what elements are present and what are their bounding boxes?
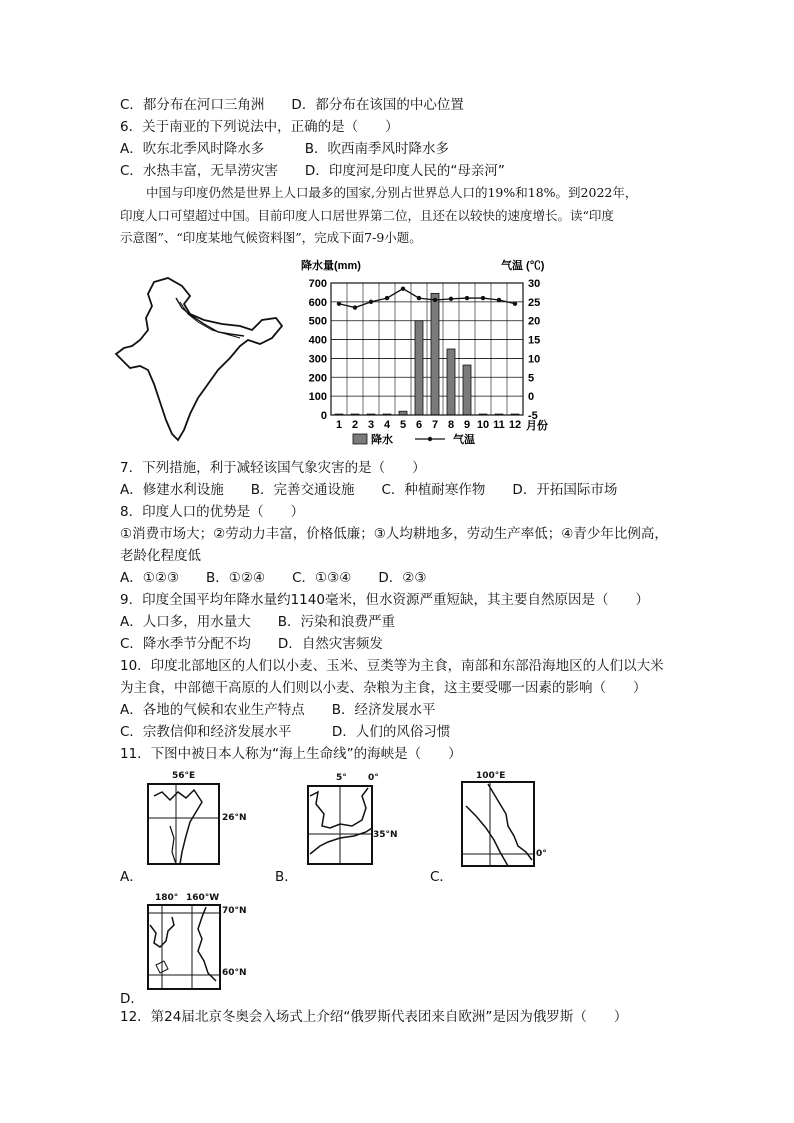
- temperature-point: [369, 300, 373, 304]
- y-tick-label: 0: [320, 410, 327, 422]
- question-7: 7．下列措施，利于减轻该国气象灾害的是（ ）: [120, 460, 426, 476]
- y2-tick-label: 30: [528, 278, 541, 290]
- x-tick-label: 7: [431, 419, 439, 431]
- strait-map-b: [306, 784, 374, 866]
- question-10-line-2: 为主食，中部德干高原的人们则以小麦、杂粮为主食，这主要受哪一因素的影响（ ）: [120, 680, 647, 696]
- temperature-point: [353, 305, 357, 309]
- question-8-statements-1: ①消费市场大；②劳动力丰富，价格低廉；③人均耕地多，劳动生产率低；④青少年比例高，: [120, 526, 668, 542]
- question-8-statements-2: 老龄化程度低: [120, 548, 201, 564]
- y-tick-label: 300: [308, 353, 327, 366]
- map-d-latitude-2: 60°N: [222, 968, 247, 978]
- x-tick-label: 6: [415, 419, 423, 431]
- map-d-alaska-coast: [198, 907, 216, 981]
- question-6: 6．关于南亚的下列说法中，正确的是（ ）: [120, 119, 399, 135]
- y2-tick-label: 0: [528, 391, 535, 404]
- climate-chart: [295, 256, 560, 452]
- map-option-c: C．: [430, 869, 453, 885]
- y-tick-label: 200: [308, 372, 327, 385]
- map-d-latitude-1: 70°N: [222, 906, 247, 916]
- map-c-longitude: 100°E: [476, 771, 506, 781]
- question-8-options: A．①②③ B．①②④ C．①③④ D．②③: [120, 570, 427, 586]
- precip-bar: [447, 349, 455, 415]
- x-tick-label: 2: [351, 419, 359, 431]
- map-a-coastline-2: [170, 826, 176, 864]
- question-9-options-cd: C．降水季节分配不均 D．自然灾害频发: [120, 636, 383, 652]
- ganges-river-bank: [180, 302, 240, 338]
- x-tick-label: 11: [493, 419, 505, 431]
- temperature-point: [449, 297, 453, 301]
- map-b-coastline-north: [310, 788, 368, 828]
- question-9: 9．印度全国平均年降水量约1140毫米，但水资源严重短缺，其主要自然原因是（ ）: [120, 592, 649, 608]
- map-option-d: D．: [120, 991, 144, 1007]
- y2-tick-label: 25: [528, 296, 541, 309]
- map-c-latitude: 0°: [536, 849, 547, 859]
- y2-tick-label: -5: [528, 410, 538, 422]
- legend-temp-marker: [428, 437, 432, 441]
- map-option-b: B．: [275, 869, 298, 885]
- x-tick-label: 8: [447, 419, 455, 431]
- strait-map-c: [460, 780, 536, 868]
- precip-bar: [415, 321, 423, 415]
- temperature-point: [401, 286, 405, 290]
- y-tick-label: 100: [308, 391, 327, 404]
- passage-line-1: 中国与印度仍然是世界上人口最多的国家,分别占世界总人口的19%和18%。到2022年，: [146, 185, 638, 200]
- precip-bar: [431, 293, 439, 415]
- y2-tick-label: 15: [528, 334, 541, 347]
- legend-temp-label: 气温: [453, 434, 475, 446]
- y-tick-label: 500: [308, 315, 327, 328]
- y-tick-label: 700: [308, 278, 327, 290]
- temperature-point: [337, 302, 341, 306]
- map-a-longitude: 56°E: [172, 771, 196, 781]
- x-unit-label: 月份: [526, 420, 548, 432]
- question-10-options-cd: C．宗教信仰和经济发展水平 D．人们的风俗习惯: [120, 724, 451, 740]
- map-a-latitude: 26°N: [222, 813, 247, 823]
- precip-bar: [463, 365, 471, 415]
- x-tick-label: 1: [335, 419, 343, 431]
- map-a-coastline-1: [154, 790, 202, 864]
- question-6-options-cd: C．水热丰富，无旱涝灾害 D．印度河是印度人民的“母亲河”: [120, 163, 505, 179]
- temperature-point: [513, 302, 517, 306]
- map-b-latitude: 35°N: [373, 830, 398, 840]
- y2-tick-label: 20: [528, 315, 541, 328]
- x-tick-label: 12: [508, 419, 522, 431]
- legend-precip-swatch: [353, 434, 367, 444]
- map-c-malay-coast: [488, 784, 532, 860]
- x-tick-label: 10: [476, 419, 490, 431]
- y2-tick-label: 10: [528, 353, 541, 366]
- temperature-point: [433, 298, 437, 302]
- question-7-options: A．修建水利设施 B．完善交通设施 C．种植耐寒作物 D．开拓国际市场: [120, 482, 618, 498]
- legend-precip-label: 降水: [371, 434, 393, 446]
- map-b-coastline-south: [310, 828, 372, 854]
- ganges-river: [176, 298, 244, 336]
- temperature-point: [385, 296, 389, 300]
- y2-tick-label: 5: [528, 372, 535, 385]
- y-axis-label: 降水量(mm): [301, 260, 361, 272]
- question-10-line-1: 10．印度北部地区的人们以小麦、玉米、豆类等为主食，南部和东部沿海地区的人们以大米: [120, 658, 664, 674]
- india-border: [116, 278, 282, 440]
- question-6-options-ab: A．吹东北季风时降水多 B．吹西南季风时降水多: [120, 141, 449, 157]
- option-line-c-d-q5: C．都分布在河口三角洲 D．都分布在该国的中心位置: [120, 97, 464, 113]
- question-11: 11．下图中被日本人称为“海上生命线”的海峡是（ ）: [120, 746, 462, 762]
- strait-map-a: [146, 782, 221, 866]
- map-d-longitude-2: 160°W: [186, 893, 220, 903]
- question-9-options-ab: A．人口多，用水量大 B．污染和浪费严重: [120, 614, 395, 630]
- x-tick-label: 5: [399, 419, 407, 431]
- x-tick-label: 4: [383, 419, 391, 431]
- y-tick-label: 400: [308, 334, 327, 347]
- question-8: 8．印度人口的优势是（ ）: [120, 504, 305, 520]
- map-b-longitude-2: 0°: [368, 773, 379, 783]
- passage-line-2: 印度人口可望超过中国。目前印度人口居世界第二位，且还在以较快的速度增长。读“印度: [120, 208, 614, 223]
- question-10-options-ab: A．各地的气候和农业生产特点 B．经济发展水平: [120, 702, 436, 718]
- strait-map-d: [146, 903, 222, 991]
- y2-axis-label: 气温 (℃): [501, 260, 545, 272]
- temperature-point: [481, 296, 485, 300]
- y-tick-label: 600: [308, 296, 327, 309]
- map-option-a: A．: [120, 869, 143, 885]
- map-d-longitude-1: 180°: [155, 893, 179, 903]
- x-tick-label: 9: [463, 419, 471, 431]
- map-b-longitude-1: 5°: [336, 773, 347, 783]
- temperature-point: [417, 296, 421, 300]
- question-12: 12．第24届北京冬奥会入场式上介绍“俄罗斯代表团来自欧洲”是因为俄罗斯（ ）: [120, 1009, 628, 1025]
- temperature-point: [497, 298, 501, 302]
- temperature-point: [465, 296, 469, 300]
- map-c-frame: [462, 782, 534, 866]
- map-c-sumatra-coast: [466, 806, 508, 866]
- x-tick-label: 3: [367, 419, 375, 431]
- passage-line-3: 示意图”、“印度某地气候资料图”，完成下面7-9小题。: [120, 230, 422, 245]
- india-outline-map: [112, 274, 292, 446]
